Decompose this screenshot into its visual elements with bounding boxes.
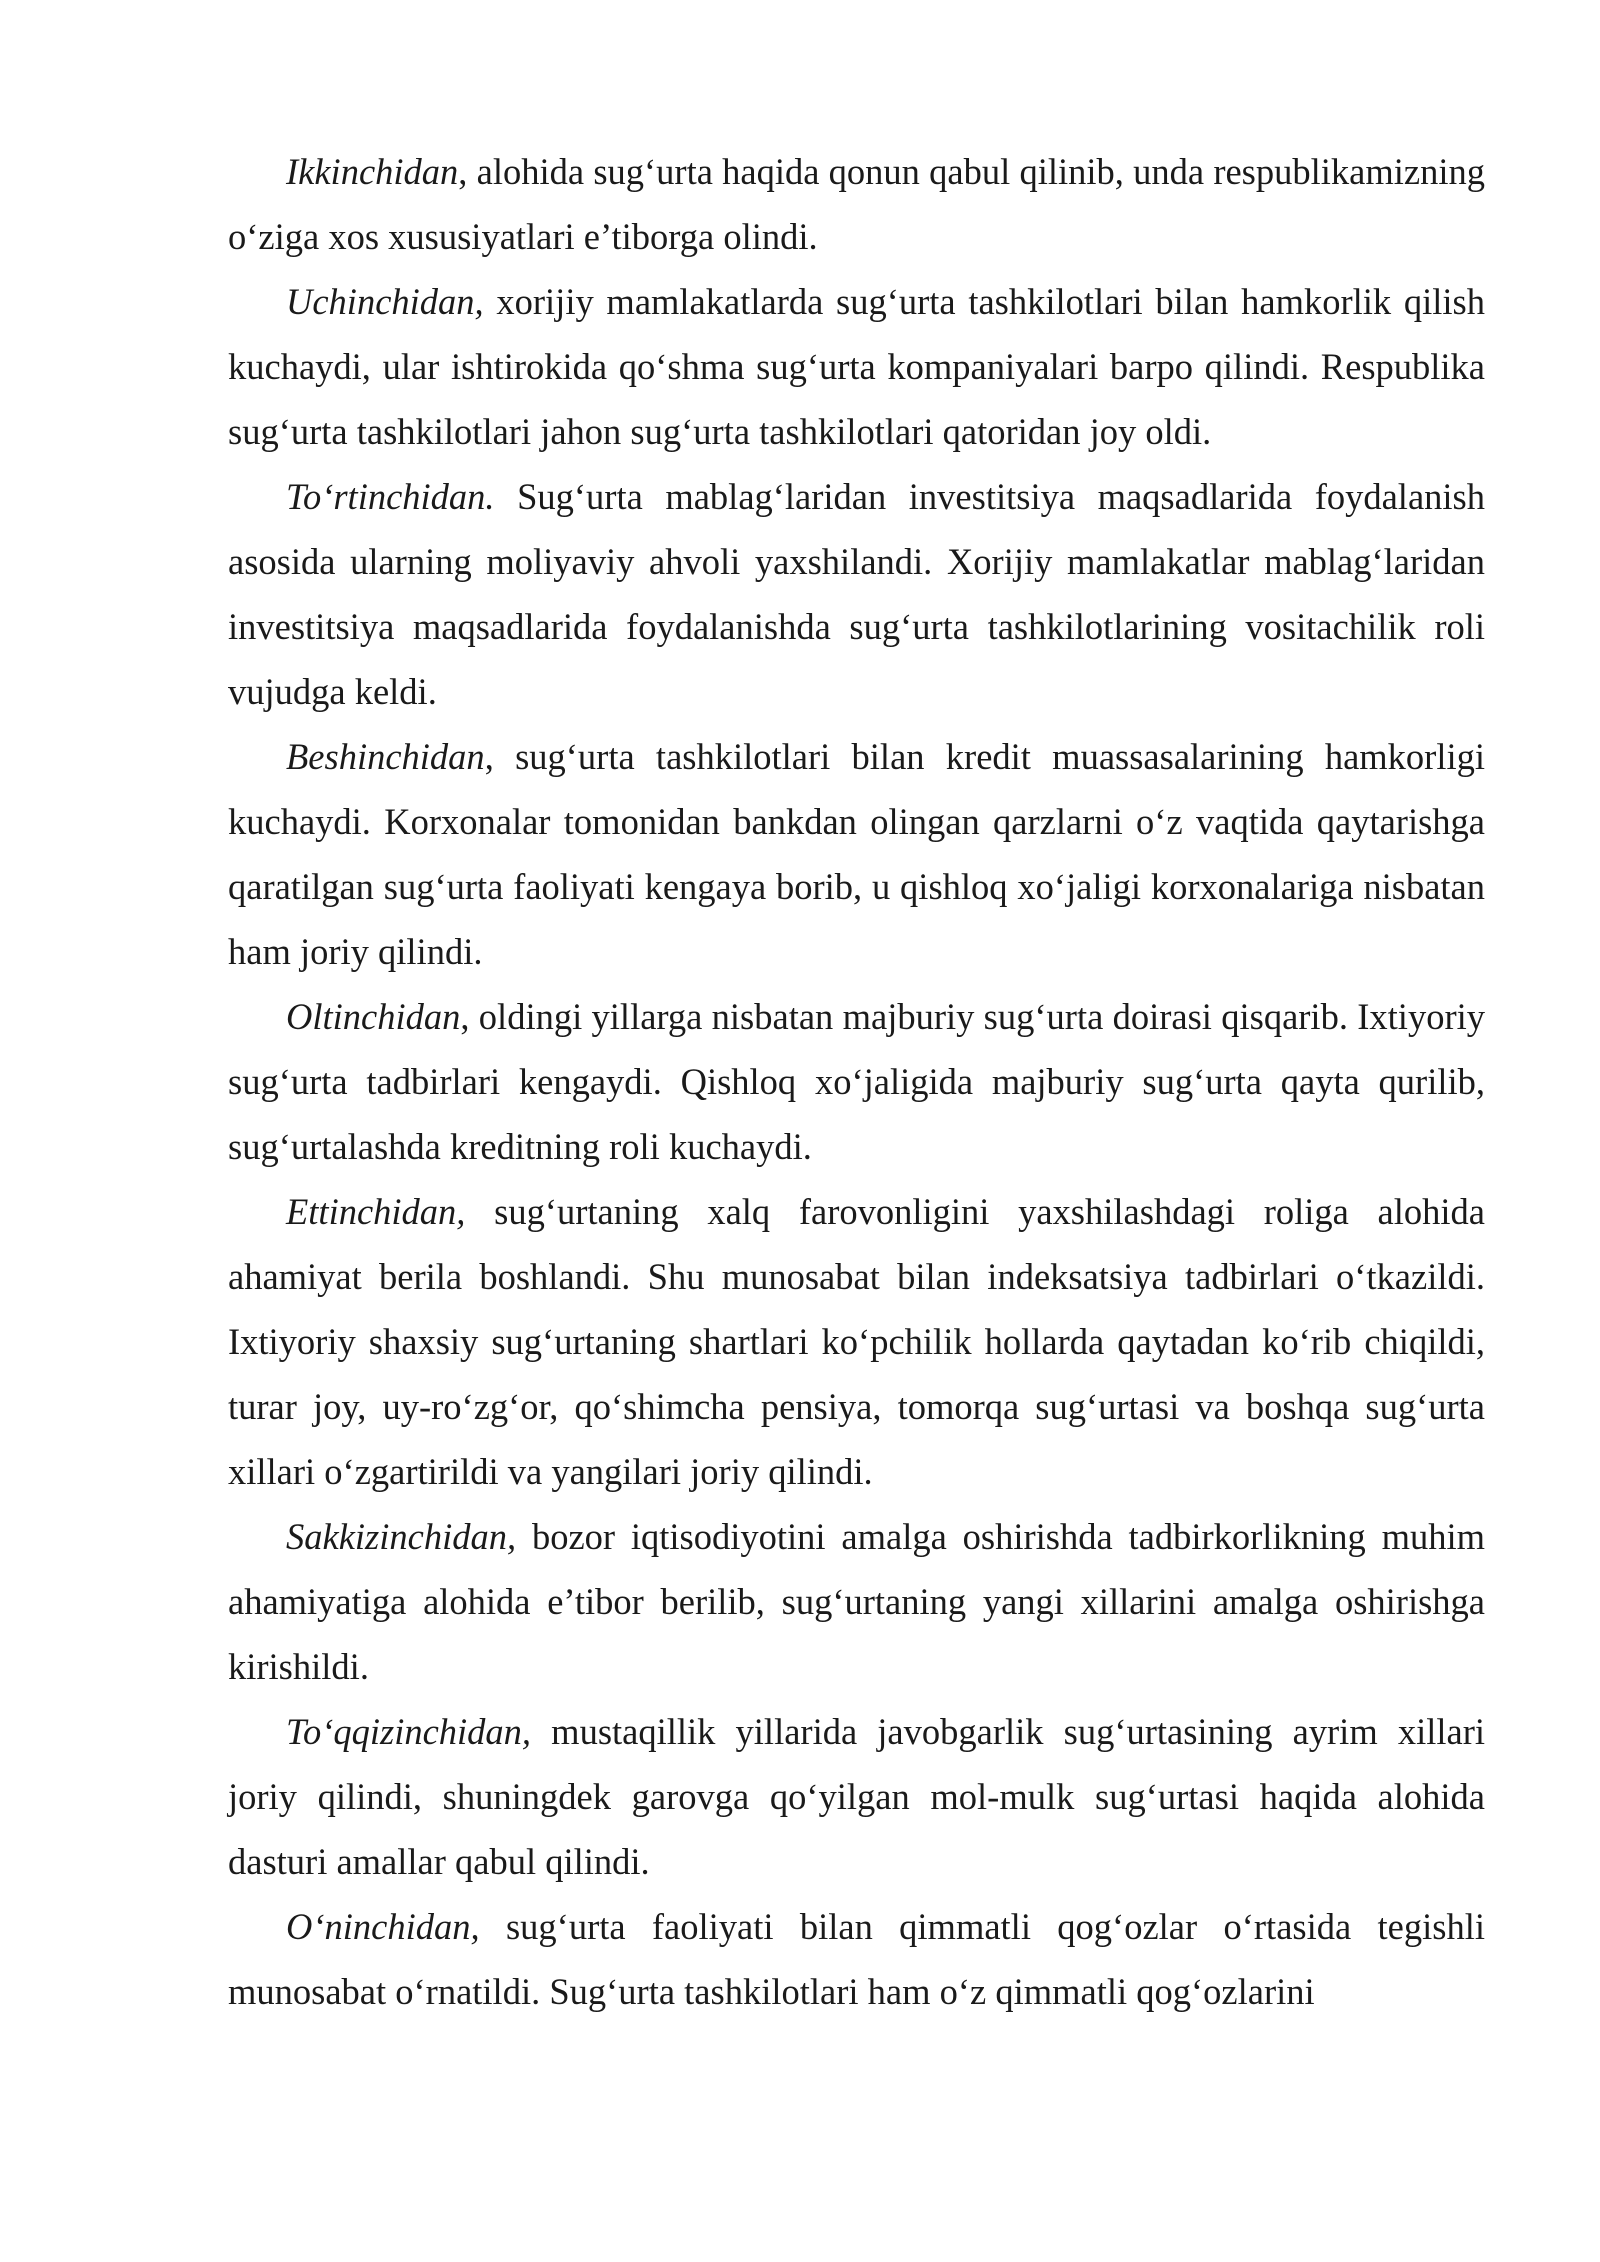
paragraph-lead: Uchinchidan, [286, 281, 484, 322]
document-body [228, 139, 1485, 2024]
paragraph-text: , alohida sug‘urta haqida qonun qabul qilinib, unda respublikamizning o‘ziga xos xususiyatlari e’tiborga olindi. [228, 151, 1485, 257]
paragraph-lead: To‘qqizinchidan, [286, 1711, 532, 1752]
paragraph-lead: Ikkinchidan [286, 151, 459, 192]
paragraph-lead: To‘rtinchidan. [286, 476, 495, 517]
paragraph-text: sug‘urta faoliyati bilan qimmatli qog‘ozlar o‘rtasida tegishli munosabat o‘rnatildi. Sug‘urta tashkilotlari ham o‘z qimmatli qog‘ozlarini [228, 1906, 1485, 2012]
paragraph-lead: Sakkizinchidan, [286, 1516, 517, 1557]
paragraph-toqqizinchidan [228, 1699, 1485, 1894]
paragraph-beshinchidan [228, 724, 1485, 984]
paragraph-tortinchidan [228, 464, 1485, 724]
paragraph-lead: Beshinchidan [286, 736, 485, 777]
paragraph-text: sug‘urtaning xalq farovonligini yaxshilashdagi roliga alohida ahamiyat berila boshlandi. Shu munosabat bilan indeksatsiya tadbirlari o‘tkazildi. Ixtiyoriy shaxsiy sug‘urtaning shartlari ko‘pchilik hollarda qaytadan ko‘rib chiqildi, turar joy, uy-ro‘zg‘or, qo‘shimcha pensiya, tomorqa sug‘urtasi va boshqa sug‘urta xillari o‘zgartirildi va yangilari joriy qilindi. [228, 1191, 1485, 1492]
paragraph-lead: Ettinchidan, [286, 1191, 466, 1232]
paragraph-text: Sug‘urta mablag‘laridan investitsiya maqsadlarida foydalanish asosida ularning moliyaviy ahvoli yaxshilandi. Xorijiy mamlakatlar mablag‘laridan investitsiya maqsadlarida foydalanishda sug‘urta tashkilotlarining vositachilik roli vujudga keldi. [228, 476, 1485, 712]
paragraph-uchinchidan [228, 269, 1485, 464]
paragraph-text: , oldingi yillarga nisbatan majburiy sug‘urta doirasi qisqarib. Ixtiyoriy sug‘urta tadbirlari kengaydi. Qishloq xo‘jaligida majburiy sug‘urta qayta qurilib, sug‘urtalashda kreditning roli kuchaydi. [228, 996, 1485, 1167]
paragraph-lead: Oltinchidan [286, 996, 461, 1037]
paragraph-ikkinchidan [228, 139, 1485, 269]
paragraph-oninchidan [228, 1894, 1485, 2024]
paragraph-sakkizinchidan [228, 1504, 1485, 1699]
paragraph-text: bozor iqtisodiyotini amalga oshirishda tadbirkorlikning muhim ahamiyatiga alohida e’tibor berilib, sug‘urtaning yangi xillarini amalga oshirishga kirishildi. [228, 1516, 1485, 1687]
paragraph-text: , sug‘urta tashkilotlari bilan kredit muassasalarining hamkorligi kuchaydi. Korxonalar tomonidan bankdan olingan qarzlarni o‘z vaqtida qaytarishga qaratilgan sug‘urta faoliyati kengaya borib, u qishloq xo‘jaligi korxonalariga nisbatan ham joriy qilindi. [228, 736, 1485, 972]
paragraph-lead: O‘ninchidan, [286, 1906, 480, 1947]
paragraph-ettinchidan [228, 1179, 1485, 1504]
paragraph-oltinchidan [228, 984, 1485, 1179]
paragraph-text: mustaqillik yillarida javobgarlik sug‘urtasining ayrim xillari joriy qilindi, shuningdek garovga qo‘yilgan mol-mulk sug‘urtasi haqida alohida dasturi amallar qabul qilindi. [228, 1711, 1485, 1882]
paragraph-text: xorijiy mamlakatlarda sug‘urta tashkilotlari bilan hamkorlik qilish kuchaydi, ular ishtirokida qo‘shma sug‘urta kompaniyalari barpo qilindi. Respublika sug‘urta tashkilotlari jahon sug‘urta tashkilotlari qatoridan joy oldi. [228, 281, 1485, 452]
